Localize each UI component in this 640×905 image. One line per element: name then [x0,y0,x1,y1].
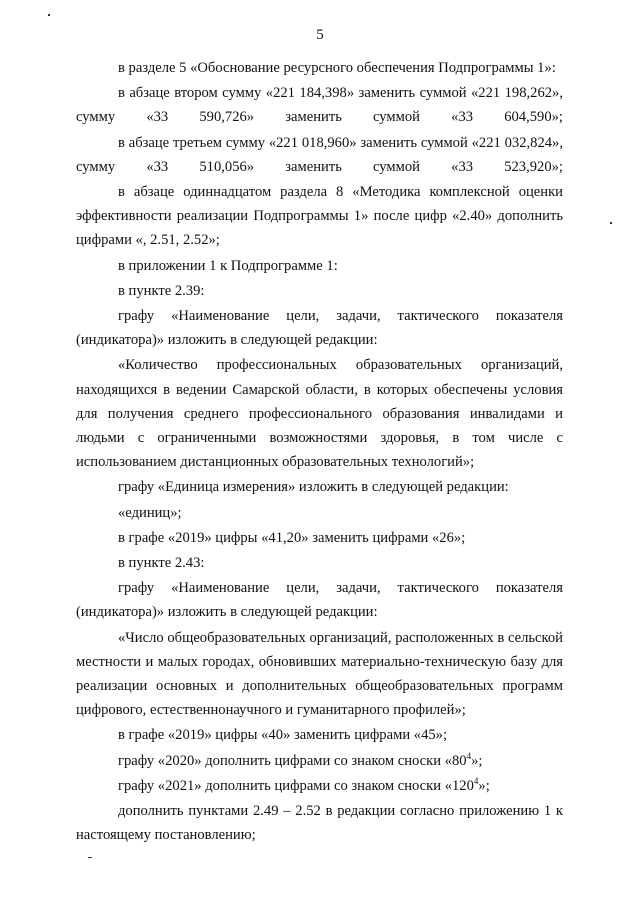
paragraph-add-points: дополнить пунктами 2.49 – 2.52 в редакции согласно приложению 1 к настоящему постановлению; [76,803,563,844]
text-2021-end: »; [478,777,490,794]
paragraph-units: «единиц»; [118,504,182,521]
text-2020-end: »; [471,752,483,769]
paragraph-column-name-2: графу «Наименование цели, задачи, тактического показателя (индикатора)» изложить в следующей редакции: [76,580,563,621]
footnote-mark-2021: 4 [473,776,479,787]
paragraph-second-abzac: в абзаце втором сумму «221 184,398» заменить суммой «221 198,262», сумму «33 590,726» заменить суммой «33 604,590»; [76,85,563,126]
paragraph-quote-schools: «Число общеобразовательных организаций, расположенных в сельской местности и малых городах, обновивших материально-техническую базу для реализации основных и дополнительных общеобразовательных программ цифрового, естественнонаучного и гуманитарного профилей»; [76,629,563,719]
paragraph-column-unit: графу «Единица измерения» изложить в следующей редакции: [118,479,509,496]
paragraph-2021-footnote [76,774,563,798]
paragraph-section5: в разделе 5 «Обоснование ресурсного обеспечения Подпрограммы 1»: [118,60,556,76]
text-2021: графу «2021» дополнить цифрами со знаком сноски «120 [118,777,474,794]
paragraph-eleventh-abzac: в абзаце одиннадцатом раздела 8 «Методика комплексной оценки эффективности реализации Подпрограммы 1» после цифр «2.40» дополнить цифрами «, 2.51, 2.52»; [76,184,563,249]
paragraph-column-name-1: графу «Наименование цели, задачи, тактического показателя (индикатора)» изложить в следующей редакции: [76,308,563,349]
paragraph-appendix1: в приложении 1 к Подпрограмме 1: [118,257,338,274]
page-number: 5 [316,27,324,43]
paragraph-point-2-43: в пункте 2.43: [118,555,205,572]
text-2020: графу «2020» дополнить цифрами со знаком сноски «80 [118,752,467,769]
paragraph-third-abzac: в абзаце третьем сумму «221 018,960» заменить суммой «221 032,824», сумму «33 510,056» заменить суммой «33 523,920»; [76,134,563,175]
paragraph-2020-footnote [76,749,563,773]
paragraph-quote-organizations: «Количество профессиональных образовательных организаций, находящихся в ведении Самарской области, в которых обеспечены условия для получения среднего профессионального образования инвалидами и людьми с ограниченными возможностями здоровья, в том числе с использованием дистанционных образовательных технологий»; [76,357,563,471]
paragraph-2019-replace-1: в графе «2019» цифры «41,20» заменить цифрами «26»; [118,529,466,546]
scan-speck [48,14,50,16]
footnote-mark-2020: 4 [466,750,472,761]
document-body [76,56,563,849]
scan-speck [88,857,92,858]
paragraph-2019-replace-2: в графе «2019» цифры «40» заменить цифрами «45»; [118,727,448,744]
paragraph-point-2-39: в пункте 2.39: [118,282,205,299]
scan-speck [610,222,612,224]
